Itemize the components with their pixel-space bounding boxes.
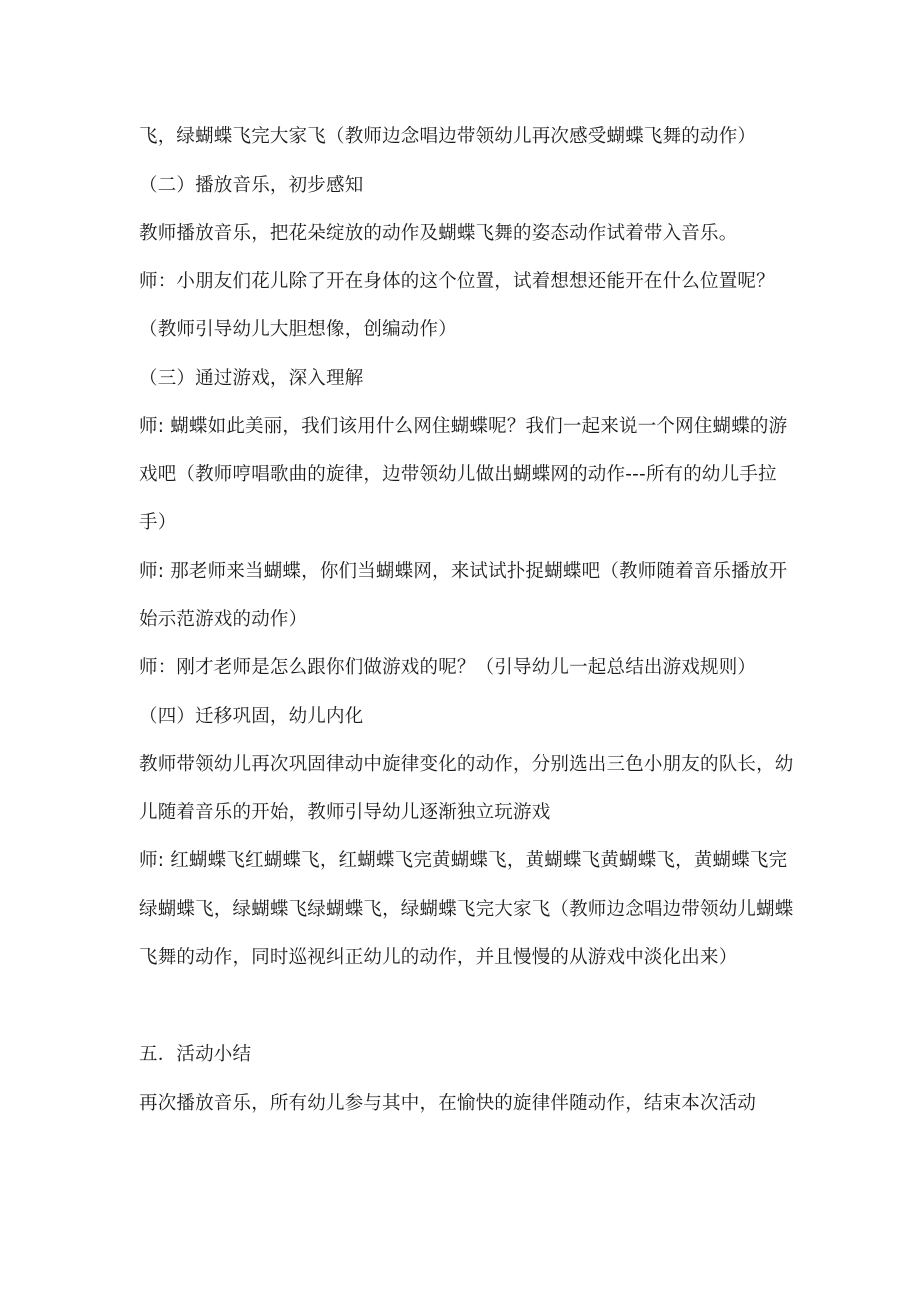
paragraph-line: 戏吧（教师哼唱歌曲的旋律，边带领幼儿做出蝴蝶网的动作---所有的幼儿手拉: [139, 464, 777, 485]
section-heading-2: （二）播放音乐，初步感知: [139, 175, 364, 196]
paragraph-line: 师：刚才老师是怎么跟你们做游戏的呢？（引导幼儿一起总结出游戏规则）: [139, 657, 757, 678]
paragraph-line: 绿蝴蝶飞，绿蝴蝶飞绿蝴蝶飞，绿蝴蝶飞完大家飞（教师边念唱边带领幼儿蝴蝶: [139, 899, 794, 920]
paragraph-line: 飞，绿蝴蝶飞完大家飞（教师边念唱边带领幼儿再次感受蝴蝶飞舞的动作）: [139, 126, 757, 147]
paragraph-line: 飞舞的动作，同时巡视纠正幼儿的动作，并且慢慢的从游戏中淡化出来）: [139, 947, 738, 968]
paragraph-line: 师: 那老师来当蝴蝶，你们当蝴蝶网，来试试扑捉蝴蝶吧（教师随着音乐播放开: [139, 561, 788, 582]
paragraph-line: 师: 蝴蝶如此美丽，我们该用什么网住蝴蝶呢？我们一起来说一个网住蝴蝶的游: [139, 416, 788, 437]
paragraph-line: 再次播放音乐，所有幼儿参与其中，在愉快的旋律伴随动作，结束本次活动: [139, 1093, 757, 1114]
paragraph-line: 师：小朋友们花儿除了开在身体的这个位置，试着想想还能开在什么位置呢？: [139, 271, 775, 292]
paragraph-line: 师: 红蝴蝶飞红蝴蝶飞，红蝴蝶飞完黄蝴蝶飞，黄蝴蝶飞黄蝴蝶飞，黄蝴蝶飞完: [139, 850, 788, 871]
paragraph-line: 教师带领幼儿再次巩固律动中旋律变化的动作，分别选出三色小朋友的队长，幼: [139, 754, 794, 775]
section-heading-4: （四）迁移巩固，幼儿内化: [139, 706, 364, 727]
paragraph-line: 儿随着音乐的开始，教师引导幼儿逐渐独立玩游戏: [139, 802, 551, 823]
paragraph-line: 教师播放音乐，把花朵绽放的动作及蝴蝶飞舞的姿态动作试着带入音乐。: [139, 223, 738, 244]
paragraph-line: 始示范游戏的动作）: [139, 609, 308, 630]
section-heading-3: （三）通过游戏，深入理解: [139, 368, 364, 389]
section-heading-5: 五．活动小结: [139, 1044, 252, 1065]
paragraph-line: 手）: [139, 512, 177, 533]
paragraph-line: （教师引导幼儿大胆想像，创编动作）: [139, 319, 457, 340]
